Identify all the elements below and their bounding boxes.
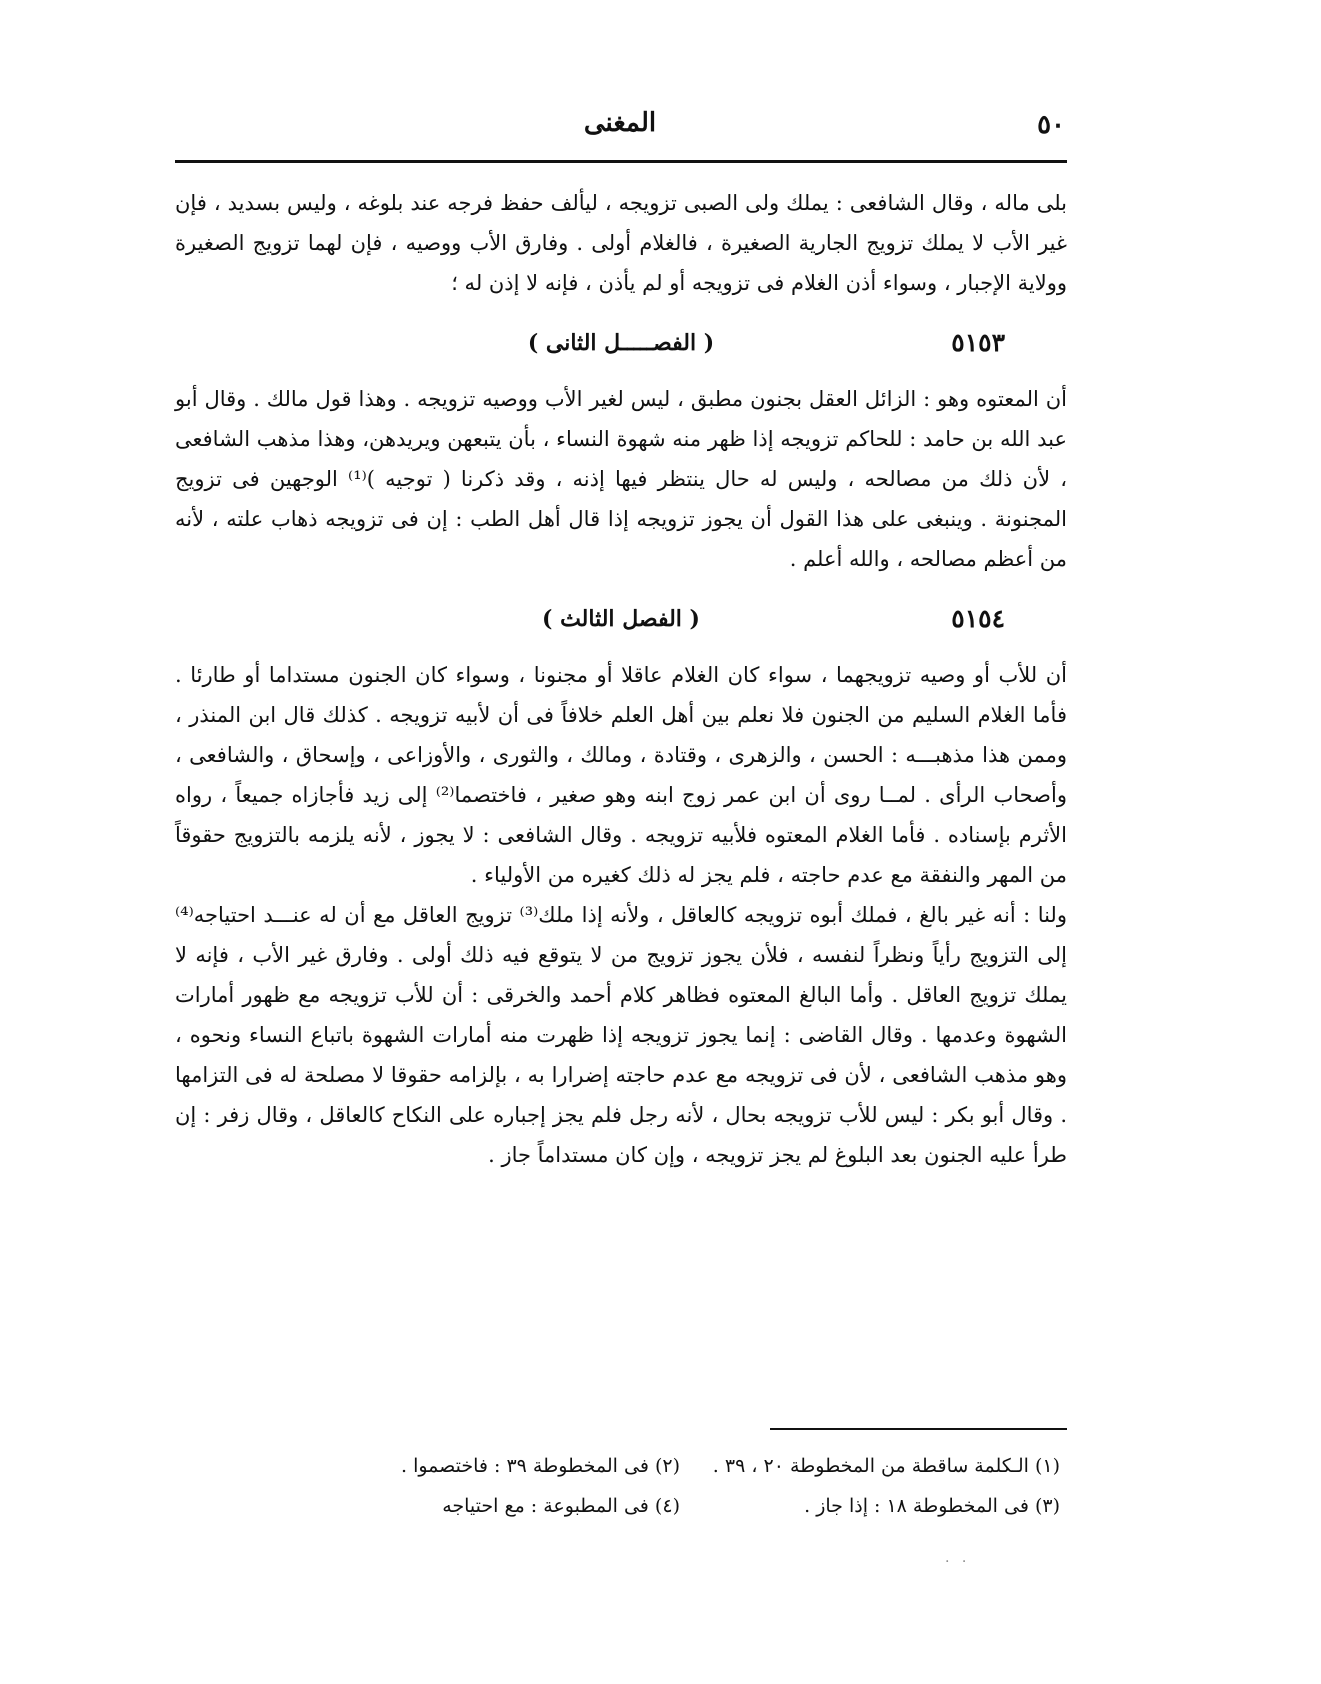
paragraph: ولنا : أنه غير بالغ ، فملك أبوه تزويجه كالعاقل ، ولأنه إذا ملك⁽³⁾ تزويج العاقل مع أن له عنـــد احتياجه⁽⁴⁾ إلى التزويج رأياً ونظراً لنفسه ، فلأن يجوز تزويج من لا يتوقع فيه ذلك أولى . وفارق غير الأب ، فإنه لا يملك تزويج العاقل . وأما البالغ المعتوه فظاهر كلام أحمد والخرقى : أن للأب تزويجه مع ظهور أمارات الشهوة وعدمها . وقال القاضى : إنما يجوز تزويجه إذا ظهرت منه أمارات الشهوة باتباع النساء ونحوه ، وهو مذهب الشافعى ، لأن فى تزويجه مع عدم حاجته إضرارا به ، بإلزامه حقوقا لا مصلحة له فى التزامها . وقال أبو بكر : ليس للأب تزويجه بحال ، لأنه رجل فلم يجز إجباره على النكاح كالعاقل ، وقال زفر : إن طرأ عليه الجنون بعد البلوغ لم يجز تزويجه ، وإن كان مستداماً جاز .: [175, 903, 1067, 1167]
section-heading-3: [175, 599, 1067, 639]
paragraph: أن المعتوه وهو : الزائل العقل بجنون مطبق ، ليس لغير الأب ووصيه تزويجه . وهذا قول مالك . وقال أبو عبد الله بن حامد : للحاكم تزويجه إذا ظهر منه شهوة النساء ، بأن يتبعهن ويريدهن، وهذا مذهب الشافعى ، لأن ذلك من مصالحه ، وليس له حال ينتظر فيها إذنه ، وقد ذكرنا ( توجيه )⁽¹⁾ الوجهين فى تزويج المجنونة . وينبغى على هذا القول أن يجوز تزويجه إذا قال أهل الطب : إن فى تزويجه ذهاب علته ، لأنه من أعظم مصالحه ، والله أعلم .: [175, 387, 1068, 571]
section-number: ٥١٥٣: [951, 328, 1005, 357]
footnote-rule: [770, 1428, 1067, 1430]
footnote-1: (١) الـكلمة ساقطة من المخطوطة ٢٠ ، ٣٩ .: [712, 1455, 1060, 1477]
section-number: ٥١٥٤: [951, 604, 1005, 633]
running-title: المغنى: [583, 108, 657, 138]
section-title: ( الفصل الثالث ): [542, 606, 700, 632]
section-heading-2: [175, 323, 1067, 363]
footnote-2: (٢) فى المخطوطة ٣٩ : فاختصموا .: [400, 1455, 680, 1477]
bottom-mark: . .: [945, 1550, 971, 1566]
footnote-3: (٣) فى المخطوطة ١٨ : إذا جاز .: [804, 1495, 1060, 1517]
paragraph: أن للأب أو وصيه تزويجهما ، سواء كان الغلام عاقلا أو مجنونا ، وسواء كان الجنون مستداما أو طارئا . فأما الغلام السليم من الجنون فلا نعلم بين أهل العلم خلافاً فى أن لأبيه تزويجه . كذلك قال ابن المنذر ، وممن هذا مذهبـــه : الحسن ، والزهرى ، وقتادة ، ومالك ، والثورى ، والأوزاعى ، وإسحاق ، والشافعى ، وأصحاب الرأى . لمــا روى أن ابن عمر زوج ابنه وهو صغير ، فاختصما⁽²⁾ إلى زيد فأجازاه جميعاً ، رواه الأثرم بإسناده . فأما الغلام المعتوه فلأبيه تزويجه . وقال الشافعى : لا يجوز ، لأنه يلزمه بالتزويج حقوقاً من المهر والنفقة مع عدم حاجته ، فلم يجز له ذلك كغيره من الأولياء .: [175, 663, 1067, 887]
page-number: ٥٠: [1037, 110, 1065, 140]
footnote-4: (٤) فى المطبوعة : مع احتياجه: [442, 1495, 680, 1517]
section-title: ( الفصـــــل الثانى ): [527, 330, 715, 356]
footnote-row: [300, 1446, 1060, 1486]
running-head: [175, 108, 1065, 148]
paragraph-continuation: بلى ماله ، وقال الشافعى : يملك ولى الصبى تزويجه ، ليألف حفظ فرجه عند بلوغه ، وليس بسديد ، فإن غير الأب لا يملك تزويج الجارية الصغيرة ، فالغلام أولى . وفارق الأب ووصيه ، فإن لهما تزويج الصغيرة وولاية الإجبار ، وسواء أذن الغلام فى تزويجه أو لم يأذن ، فإنه لا إذن له ؛: [175, 191, 1067, 295]
footnote-row: [300, 1486, 1060, 1526]
footnotes: [300, 1446, 1060, 1526]
main-text: [175, 183, 1067, 1175]
header-rule: [175, 160, 1067, 163]
